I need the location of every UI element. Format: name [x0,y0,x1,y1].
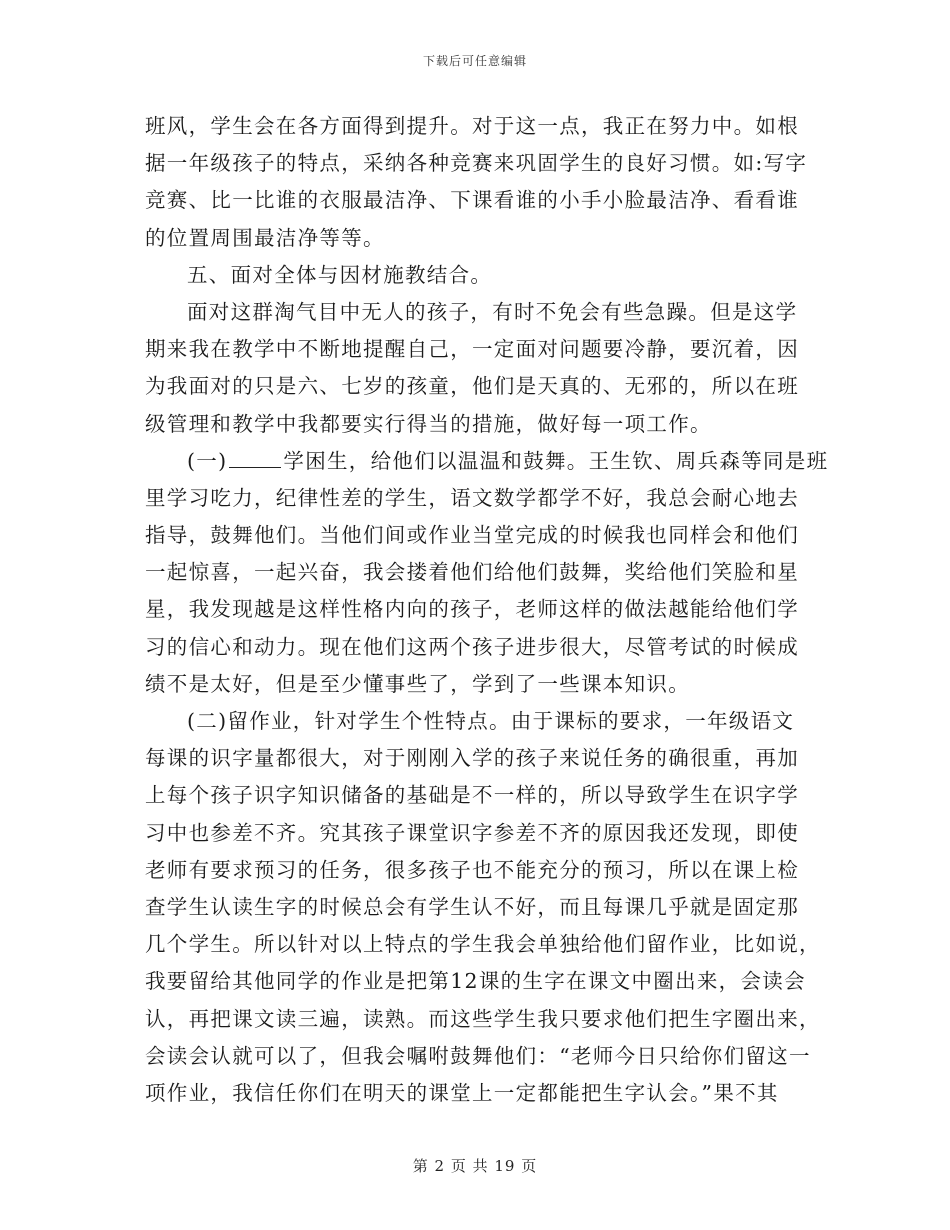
text-line: 班风，学生会在各方面得到提升。对于这一点，我正在努力中。如根 [145,114,799,138]
section-heading: 五、面对全体与因材施教结合。 [187,262,493,287]
text-line: 认，再把课文读三遍，读熟。而这些学生我只要求他们把生字圈出来， [145,1006,821,1031]
page-header: 下载后可任意编辑 [422,54,527,68]
text-line: 里学习吃力，纪律性差的学生，语文数学都学不好，我总会耐心地去 [145,485,799,510]
text-line: 会读会认就可以了，但我会嘱咐鼓舞他们：“老师今日只给你们留这一 [145,1043,811,1068]
text-line: (二)留作业，针对学生个性特点。由于课标的要求，一年级语文 [187,709,795,733]
text-line: 级管理和教学中我都要实行得当的措施，做好每一项工作。 [145,411,712,436]
text-segment: 学困生，给他们以温温和鼓舞。王生钦、周兵森等同是班 [283,448,829,473]
text-line: 习的信心和动力。现在他们这两个孩子进步很大，尽管考试的时候成 [145,634,799,659]
text-line: 项作业，我信任你们在明天的课堂上一定都能把生字认会。”果不其 [145,1080,779,1105]
text-line: 面对这群淘气目中无人的孩子，有时不免会有些急躁。但是这学 [187,299,798,324]
text-line: 据一年级孩子的特点，采纳各种竞赛来巩固学生的良好习惯。如:写字 [145,151,808,176]
text-line: 绩不是太好，但是至少懂事些了，学到了一些课本知识。 [145,671,690,696]
text-line-with-blank [145,443,829,480]
text-line: 一起惊喜，一起兴奋，我会搂着他们给他们鼓舞，奖给他们笑脸和星 [145,560,799,585]
text-line: 指导，鼓舞他们。当他们间或作业当堂完成的时候我也同样会和他们 [145,523,799,548]
text-line: 老师有要求预习的任务，很多孩子也不能充分的预习，所以在课上检 [145,857,799,882]
text-line: 为我面对的只是六、七岁的孩童，他们是天真的、无邪的，所以在班 [145,374,799,399]
text-line: 习中也参差不齐。究其孩子课堂识字参差不齐的原因我还发现，即使 [145,820,799,845]
text-line: 星，我发现越是这样性格内向的孩子，老师这样的做法越能给他们学 [145,597,799,622]
text-line: 上每个孩子识字知识储备的基础是不一样的，所以导致学生在识字学 [145,783,799,808]
text-line: 我要留给其他同学的作业是把第12课的生字在课文中圈出来，会读会 [145,969,806,994]
page-number: 第 2 页 共 19 页 [412,1157,538,1175]
text-line: 期来我在教学中不断地提醒自己，一定面对问题要冷静，要沉着，因 [145,337,799,362]
text-line: 几个学生。所以针对以上特点的学生我会单独给他们留作业，比如说， [145,932,821,957]
fill-in-blank [229,466,281,468]
text-line: 每课的识字量都很大，对于刚刚入学的孩子来说任务的确很重，再加 [145,746,799,771]
document-body [145,108,829,1112]
item-number: (一) [187,448,228,473]
text-line: 竞赛、比一比谁的衣服最洁净、下课看谁的小手小脸最洁净、看看谁 [145,188,799,213]
text-line: 的位置周围最洁净等等。 [145,225,385,250]
text-line: 查学生认读生字的时候总会有学生认不好，而且每课几乎就是固定那 [145,894,799,919]
